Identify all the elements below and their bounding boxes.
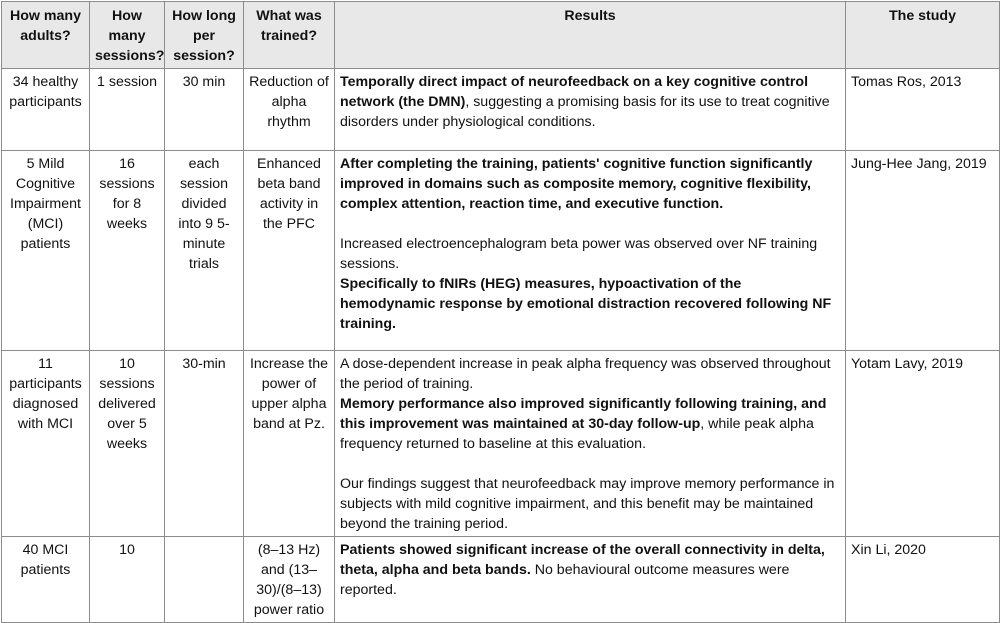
studies-table: [1, 1, 1000, 623]
cell-results: [335, 151, 846, 351]
results-paragraph: [340, 72, 840, 132]
results-text: Our findings suggest that neurofeedback may improve memory performance in subjects with mild cognitive impairment, and this benefit may be maintained beyond the training period.: [340, 476, 835, 532]
results-bold-text: After completing the training, patients' cognitive function significantly improved in domains such as composite memory, cognitive flexibility, complex attention, reaction time, and executive function.: [340, 156, 813, 212]
header-sessions: How many sessions?: [90, 2, 165, 69]
cell-trained: Enhanced beta band activity in the PFC: [244, 151, 335, 351]
table-row: [2, 351, 1000, 537]
header-duration: How long per session?: [165, 2, 244, 69]
cell-results: [335, 537, 846, 623]
cell-sessions: 16 sessions for 8 weeks: [90, 151, 165, 351]
cell-study: Xin Li, 2020: [846, 537, 1000, 623]
header-adults: How many adults?: [2, 2, 90, 69]
cell-adults: 11 participants diagnosed with MCI: [2, 351, 90, 537]
results-bold-text: Memory performance also improved significantly following training, and this improvement was maintained at 30-day follow-up: [340, 396, 827, 432]
results-text: , suggesting a promising basis for its use to treat cognitive disorders under physiological conditions.: [340, 94, 830, 130]
cell-results: [335, 351, 846, 537]
cell-trained: Reduction of alpha rhythm: [244, 69, 335, 151]
results-bold-text: Temporally direct impact of neurofeedback on a key cognitive control network (the DMN): [340, 74, 809, 110]
results-text: A dose-dependent increase in peak alpha frequency was observed throughout the period of training.: [340, 356, 831, 392]
results-text: , while peak alpha frequency returned to baseline at this evaluation.: [340, 416, 814, 452]
cell-study: Yotam Lavy, 2019: [846, 351, 1000, 537]
results-paragraph: [340, 394, 840, 454]
cell-study: Jung-Hee Jang, 2019: [846, 151, 1000, 351]
cell-duration: each session divided into 9 5-minute trials: [165, 151, 244, 351]
cell-trained: Increase the power of upper alpha band at Pz.: [244, 351, 335, 537]
header-row: [2, 2, 1000, 69]
cell-duration: 30 min: [165, 69, 244, 151]
cell-sessions: 10: [90, 537, 165, 623]
table-row: [2, 69, 1000, 151]
cell-adults: 34 healthy participants: [2, 69, 90, 151]
table-row: [2, 151, 1000, 351]
cell-duration: [165, 537, 244, 623]
header-study: The study: [846, 2, 1000, 69]
results-bold-text: Patients showed significant increase of the overall connectivity in delta, theta, alpha and beta bands.: [340, 542, 825, 578]
cell-adults: 40 MCI patients: [2, 537, 90, 623]
table-row: [2, 537, 1000, 623]
results-text: Increased electroencephalogram beta power was observed over NF training sessions.: [340, 236, 818, 272]
cell-adults: 5 Mild Cognitive Impairment (MCI) patients: [2, 151, 90, 351]
cell-duration: 30-min: [165, 351, 244, 537]
header-results: Results: [335, 2, 846, 69]
results-bold-text: Specifically to fNIRs (HEG) measures, hypoactivation of the hemodynamic response by emotional distraction recovered following NF training.: [340, 276, 832, 332]
results-text: No behavioural outcome measures were reported.: [340, 562, 790, 598]
cell-trained: (8–13 Hz) and (13–30)/(8–13) power ratio: [244, 537, 335, 623]
cell-sessions: 10 sessions delivered over 5 weeks: [90, 351, 165, 537]
header-trained: What was trained?: [244, 2, 335, 69]
cell-study: Tomas Ros, 2013: [846, 69, 1000, 151]
cell-results: [335, 69, 846, 151]
cell-sessions: 1 session: [90, 69, 165, 151]
results-paragraph: [340, 540, 840, 600]
